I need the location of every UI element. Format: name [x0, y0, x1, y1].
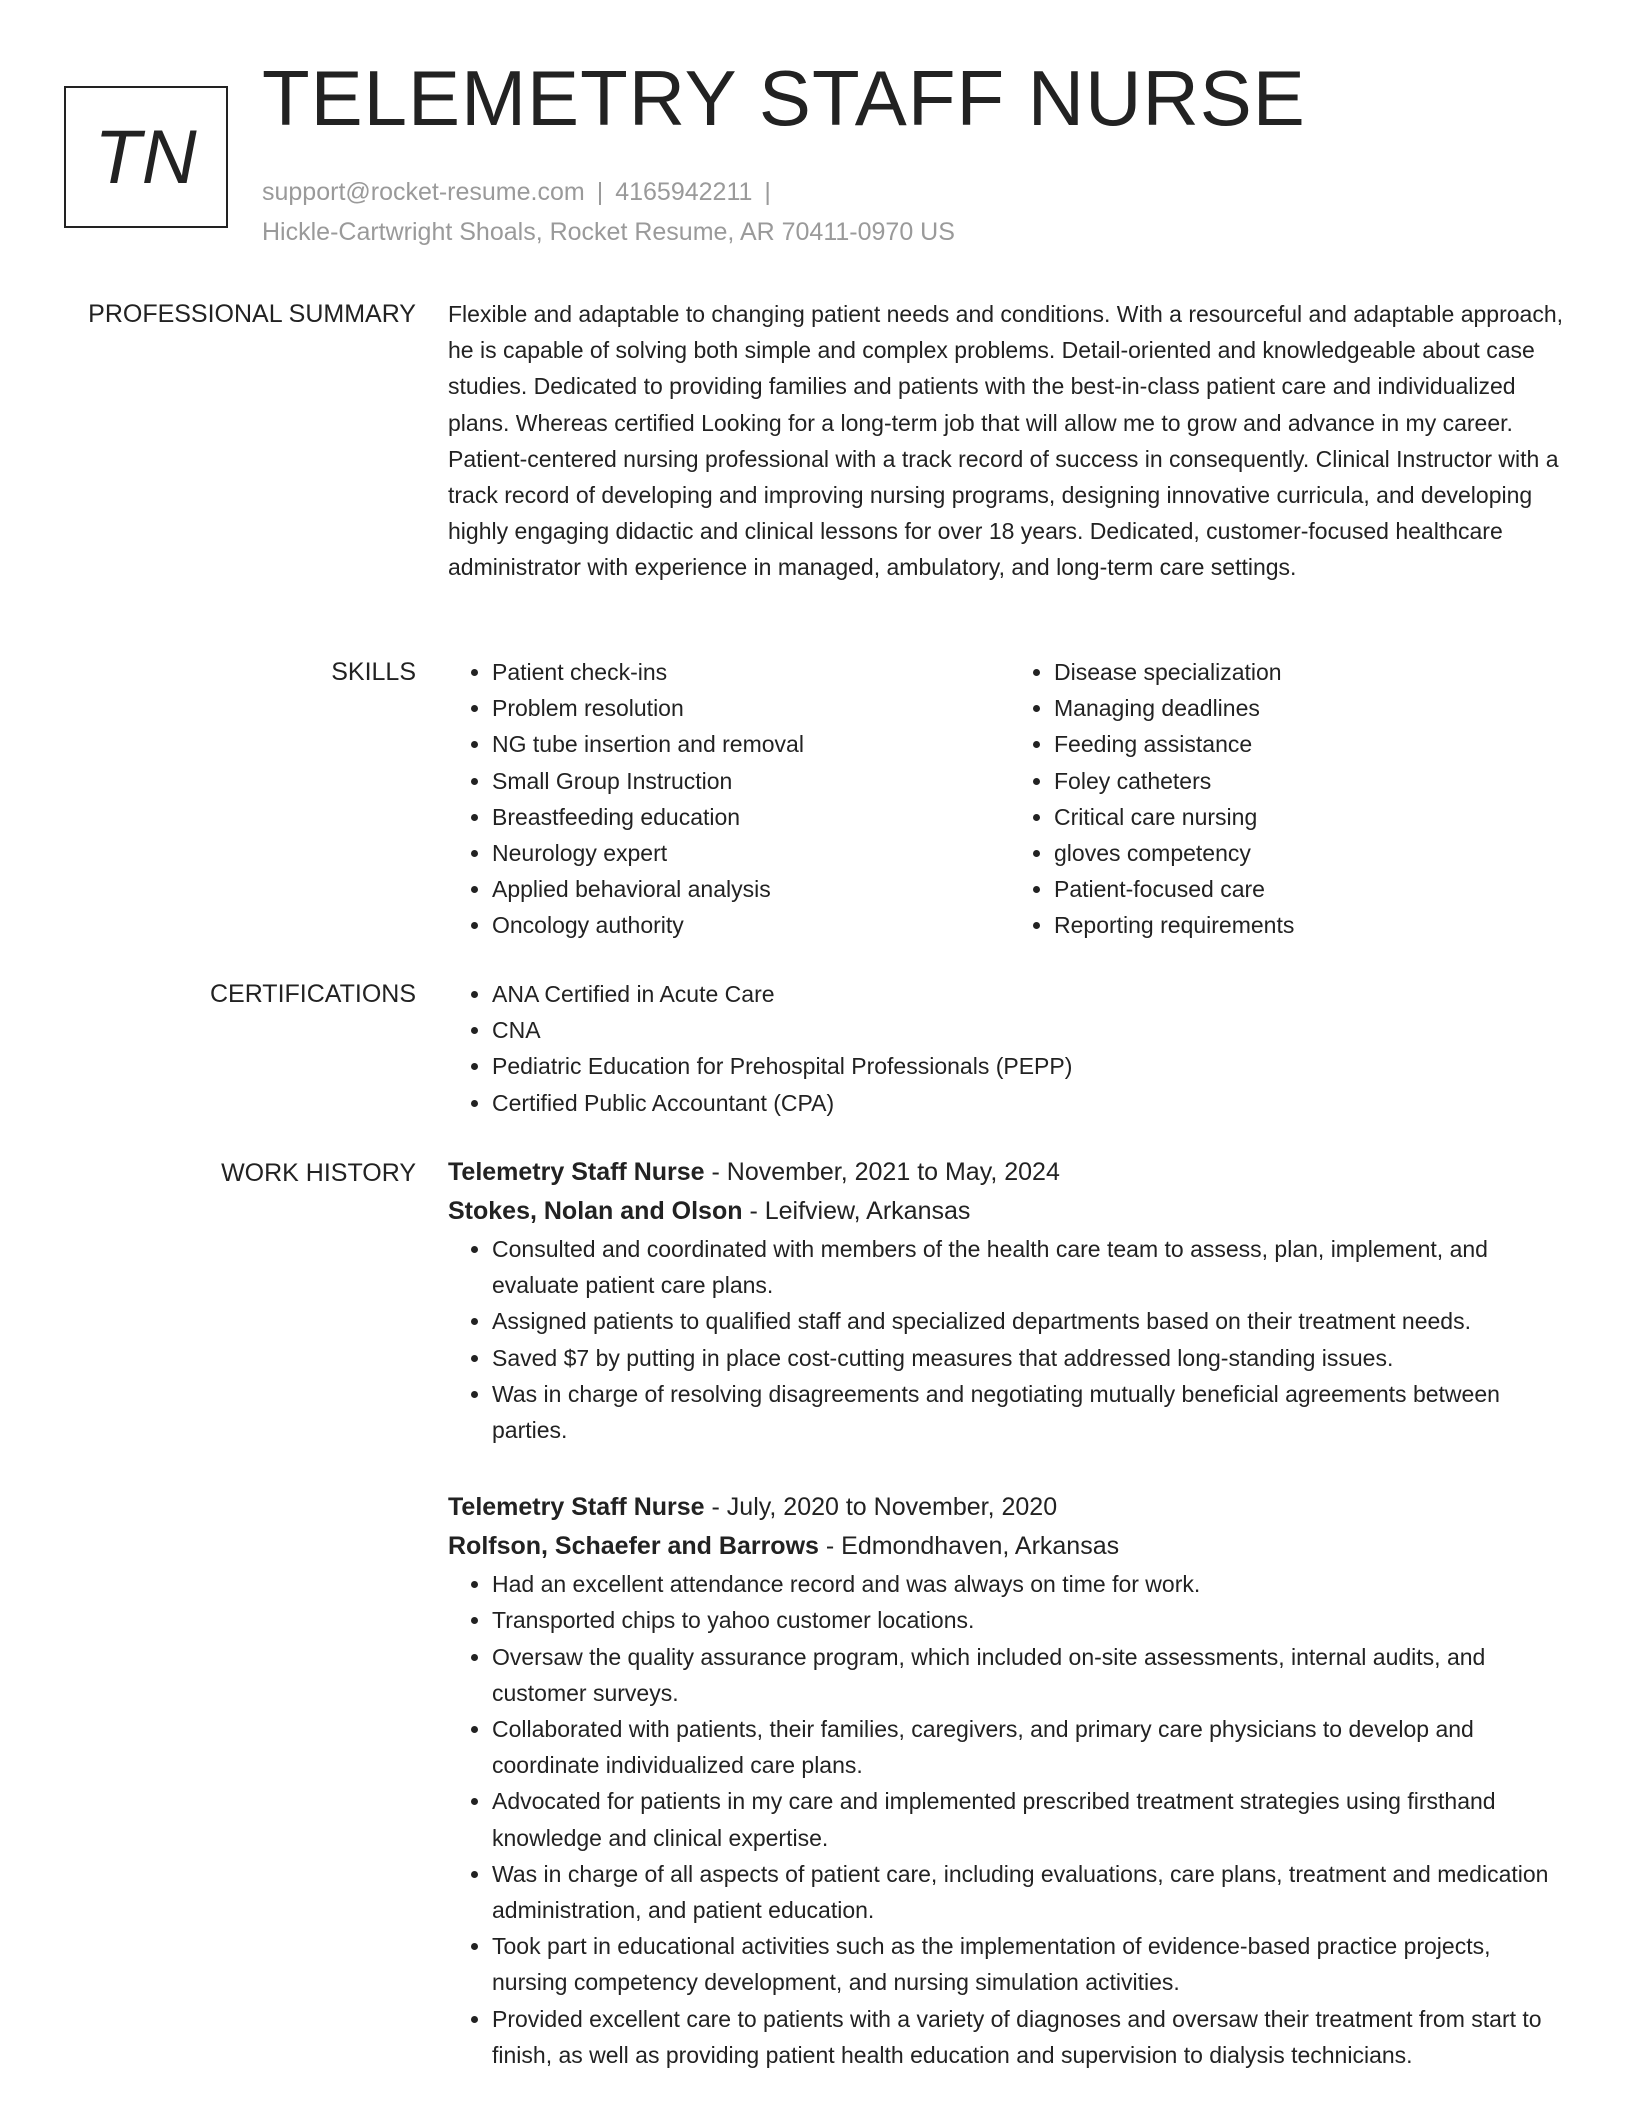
job-title-line [448, 1153, 1572, 1192]
job-location: - Edmondhaven, Arkansas [818, 1532, 1120, 1561]
list-item: • NG tube insertion and removal [492, 726, 1010, 762]
list-item: • Patient-focused care [1054, 871, 1572, 907]
list-item: • Patient check-ins [492, 654, 1010, 690]
list-item: • Problem resolution [492, 690, 1010, 726]
skills-body [448, 654, 1572, 944]
list-item: • Critical care nursing [1054, 799, 1572, 835]
list-item: • Breastfeeding education [492, 799, 1010, 835]
list-item: • Managing deadlines [1054, 690, 1572, 726]
skills-left-list [448, 654, 1010, 944]
monogram-box [64, 86, 228, 228]
list-item: • gloves competency [1054, 835, 1572, 871]
job-location: - Leifview, Arkansas [742, 1197, 971, 1225]
list-item: • Saved $7 by putting in place cost-cutting measures that addressed long-standing issues. [492, 1340, 1572, 1376]
job-bullets [448, 1566, 1572, 2073]
contact-line-1 [262, 172, 955, 212]
summary-text: Flexible and adaptable to changing patient needs and conditions. With a resourceful and adaptable approach, he is capable of solving both simple and complex problems. Detail-oriented and knowledgeable about case studies. Dedicated to providing families and patients with the best-in-class patient care and individualized plans. Whereas certified Looking for a long-term job that will allow me to grow and advance in my career. Patient-centered nursing professional with a track record of success in consequently. Clinical Instructor with a track record of developing and improving nursing programs, designing innovative curricula, and developing highly engaging didactic and clinical lessons for over 18 years. Dedicated, customer-focused healthcare administrator with experience in managed, ambulatory, and long-term care settings. [448, 301, 1564, 581]
list-item: • Was in charge of all aspects of patient care, including evaluations, care plans, treatment and medication administration, and patient education. [492, 1856, 1572, 1928]
certifications-list [448, 976, 1572, 1121]
job-title: Telemetry Staff Nurse [448, 1493, 705, 1522]
section-title-skills: SKILLS [331, 658, 416, 686]
job-entry [448, 1153, 1572, 1448]
job-bullets [448, 1231, 1572, 1448]
list-item: • Applied behavioral analysis [492, 871, 1010, 907]
list-item: • Assigned patients to qualified staff and specialized departments based on their treatment needs. [492, 1303, 1572, 1339]
list-item: • Was in charge of resolving disagreements and negotiating mutually beneficial agreements between parties. [492, 1376, 1572, 1448]
list-item: • Transported chips to yahoo customer locations. [492, 1602, 1572, 1638]
list-item: • Disease specialization [1054, 654, 1572, 690]
skills-right-list [1010, 654, 1572, 944]
contact-phone[interactable]: 4165942211 [615, 178, 753, 206]
contact-block [262, 172, 955, 252]
monogram-initials: TN [94, 114, 198, 200]
list-item: • Neurology expert [492, 835, 1010, 871]
list-item: • Small Group Instruction [492, 763, 1010, 799]
list-item: • Oncology authority [492, 907, 1010, 943]
list-item: • Foley catheters [1054, 763, 1572, 799]
contact-email[interactable]: support@rocket-resume.com [262, 178, 585, 206]
list-item: • Collaborated with patients, their families, caregivers, and primary care physicians to develop and coordinate individualized care plans. [492, 1711, 1572, 1783]
summary-body [448, 296, 1572, 586]
section-title-work-history: WORK HISTORY [221, 1159, 416, 1187]
job-dates: - November, 2021 to May, 2024 [704, 1158, 1060, 1186]
work-history-body [448, 1153, 1572, 2073]
contact-separator: | [596, 178, 604, 206]
job-employer-line [448, 1527, 1572, 1566]
candidate-name: TELEMETRY STAFF NURSE [262, 54, 1306, 142]
list-item: • CNA [492, 1012, 1572, 1048]
list-item: • ANA Certified in Acute Care [492, 976, 1572, 1012]
job-entry [448, 1488, 1572, 2073]
job-title: Telemetry Staff Nurse [448, 1158, 705, 1186]
job-title-line [448, 1488, 1572, 1527]
job-dates: - July, 2020 to November, 2020 [704, 1493, 1058, 1522]
job-employer-line [448, 1192, 1572, 1231]
list-item: • Reporting requirements [1054, 907, 1572, 943]
list-item: • Oversaw the quality assurance program, which included on-site assessments, internal audits, and customer surveys. [492, 1639, 1572, 1711]
job-employer: Stokes, Nolan and Olson [448, 1197, 743, 1225]
list-item: • Took part in educational activities such as the implementation of evidence-based practice projects, nursing competency development, and nursing simulation activities. [492, 1928, 1572, 2000]
list-item: • Had an excellent attendance record and was always on time for work. [492, 1566, 1572, 1602]
section-title-certifications: CERTIFICATIONS [209, 980, 416, 1008]
section-title-summary: PROFESSIONAL SUMMARY [88, 300, 416, 328]
list-item: • Feeding assistance [1054, 726, 1572, 762]
job-employer: Rolfson, Schaefer and Barrows [448, 1532, 819, 1561]
list-item: • Advocated for patients in my care and implemented prescribed treatment strategies using firsthand knowledge and clinical expertise. [492, 1783, 1572, 1855]
list-item: • Certified Public Accountant (CPA) [492, 1085, 1572, 1121]
list-item: • Consulted and coordinated with members of the health care team to assess, plan, implement, and evaluate patient care plans. [492, 1231, 1572, 1303]
certifications-body [448, 976, 1572, 1121]
contact-address: Hickle-Cartwright Shoals, Rocket Resume, AR 70411-0970 US [262, 218, 955, 246]
job-spacer [448, 1448, 1572, 1488]
contact-separator: | [764, 178, 771, 206]
list-item: • Pediatric Education for Prehospital Professionals (PEPP) [492, 1048, 1572, 1084]
list-item: • Provided excellent care to patients with a variety of diagnoses and oversaw their treatment from start to finish, as well as providing patient health education and supervision to dialysis technicians. [492, 2001, 1572, 2073]
